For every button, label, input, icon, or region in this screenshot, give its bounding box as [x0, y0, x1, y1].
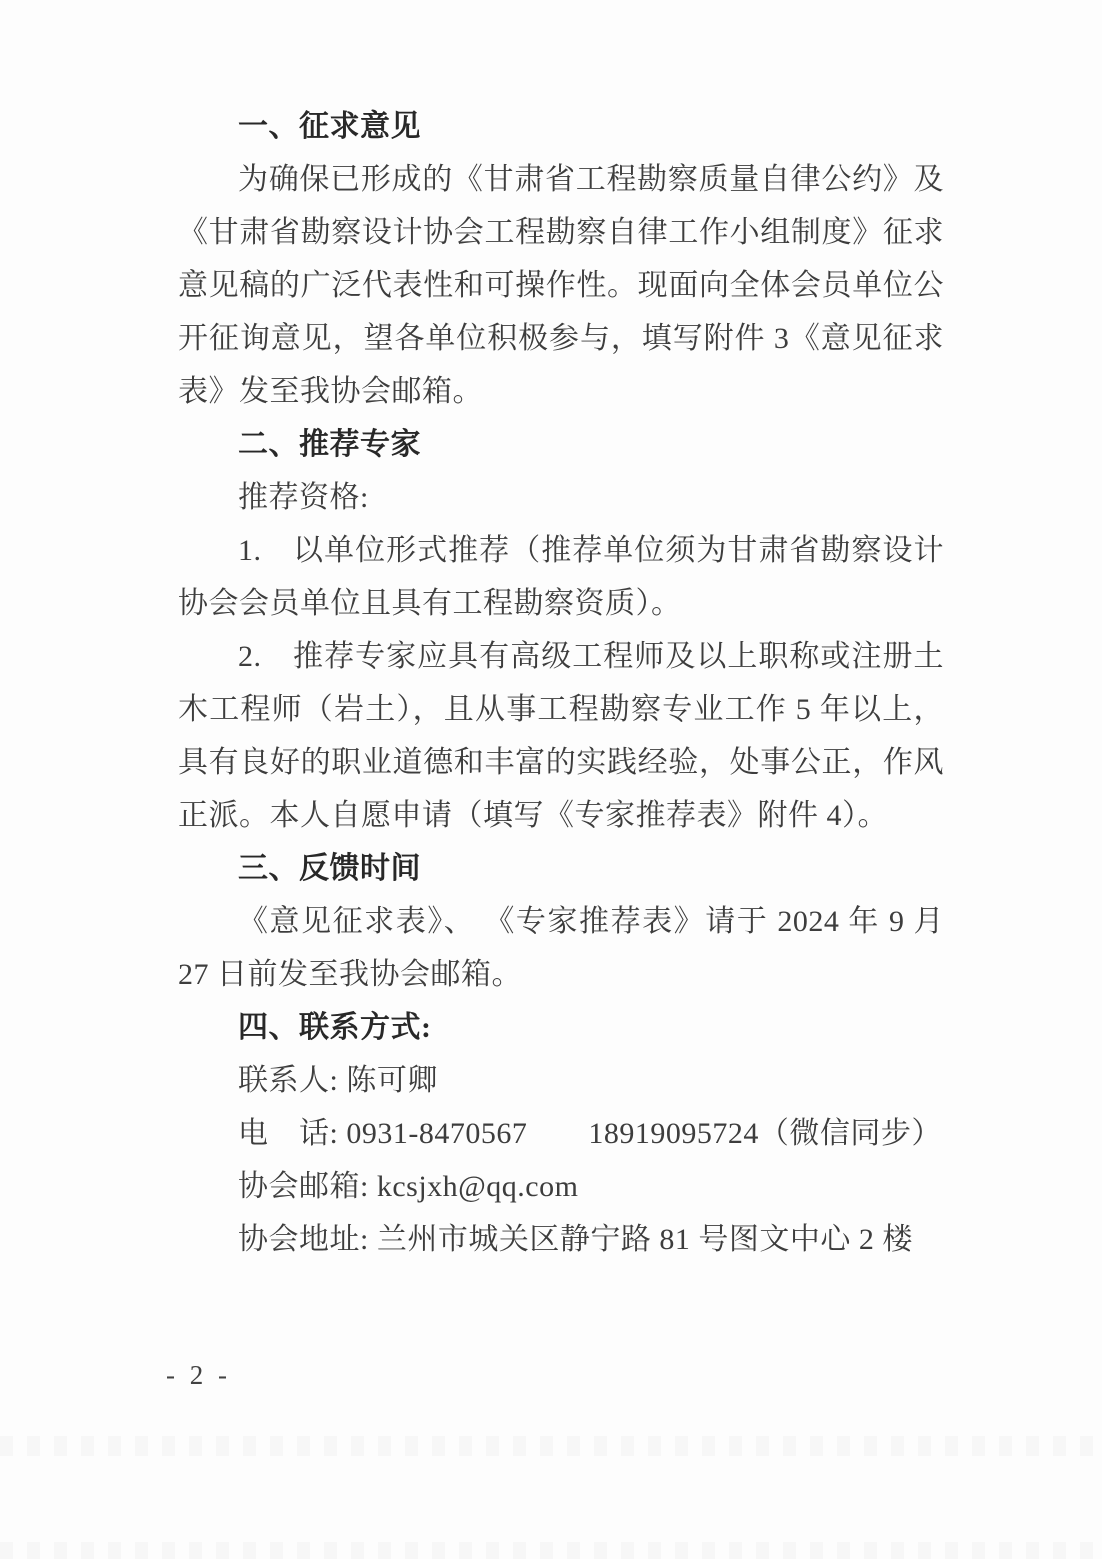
paragraph-recommend-qualification-label: 推荐资格: [238, 481, 369, 514]
list-item-recommend-2: 2. 推荐专家应具有高级工程师及以上职称或注册土木工程师（岩土），且从事工程勘察专业工作 5 年以上，具有良好的职业道德和丰富的实践经验，处事公正，作风正派。本人自愿申请（填写《专家推荐表》附件 4）。 [178, 640, 944, 832]
contact-email-line: 协会邮箱: kcsjxh@qq.com [238, 1170, 579, 1203]
list-item-recommend-1: 1. 以单位形式推荐（推荐单位须为甘肃省勘察设计协会会员单位且具有工程勘察资质）。 [178, 534, 944, 620]
section-heading-solicit-opinions: 一、征求意见 [238, 110, 421, 143]
document-body [178, 100, 944, 1266]
contact-person-line: 联系人: 陈可卿 [238, 1064, 438, 1097]
contact-phone-line: 电 话: 0931-8470567 18919095724（微信同步） [238, 1117, 942, 1150]
contact-address-line: 协会地址: 兰州市城关区静宁路 81 号图文中心 2 楼 [238, 1223, 913, 1256]
section-heading-contact-info: 四、联系方式: [238, 1011, 432, 1044]
section-heading-recommend-experts: 二、推荐专家 [238, 428, 421, 461]
paragraph-feedback-time: 《意见征求表》、 《专家推荐表》请于 2024 年 9 月 27 日前发至我协会邮箱。 [178, 905, 944, 991]
scan-artifact-band [0, 1436, 1102, 1456]
paragraph-solicit-opinions: 为确保已形成的《甘肃省工程勘察质量自律公约》及《甘肃省勘察设计协会工程勘察自律工作小组制度》征求意见稿的广泛代表性和可操作性。现面向全体会员单位公开征询意见，望各单位积极参与，填写附件 3《意见征求表》发至我协会邮箱。 [178, 163, 944, 408]
page-number: - 2 - [166, 1360, 231, 1390]
section-heading-feedback-time: 三、反馈时间 [238, 852, 421, 885]
scan-artifact-band [0, 1542, 1102, 1559]
